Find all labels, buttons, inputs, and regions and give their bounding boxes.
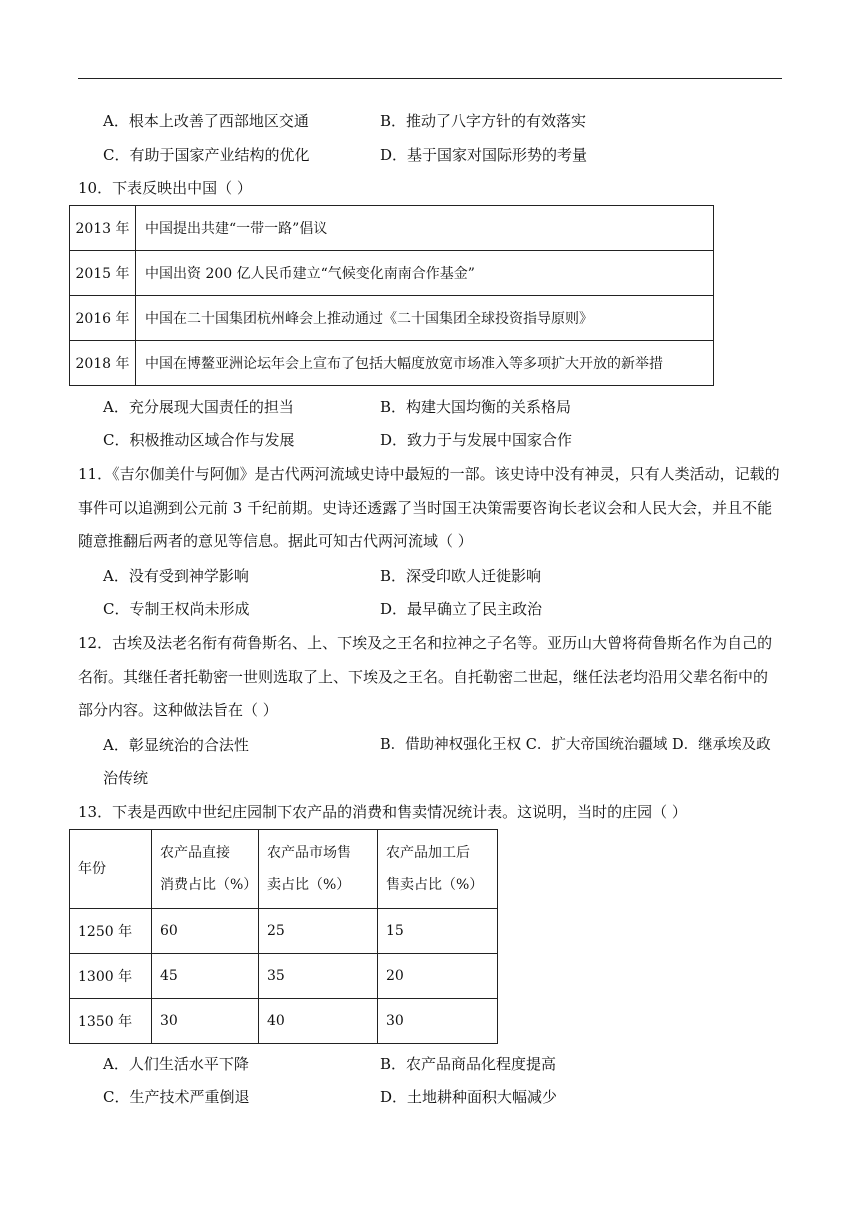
table-row (70, 954, 498, 999)
q13-option-a[interactable]: A．人们生活水平下降 (103, 1055, 249, 1073)
header-direct-consumption (152, 830, 259, 909)
table-cell-year: 2013 年 (70, 206, 136, 251)
q12-options-bcd[interactable]: B．借助神权强化王权 C．扩大帝国统治疆域 D．继承埃及政 (380, 737, 771, 753)
table-row (70, 296, 714, 341)
table-cell-year: 1350 年 (70, 999, 152, 1044)
q13-option-c[interactable]: C．生产技术严重倒退 (103, 1088, 250, 1106)
q11-stem-line-2: 事件可以追溯到公元前 3 千纪前期。史诗还透露了当时国王决策需要咨询长老议会和人民大会，并且不能 (78, 499, 773, 517)
q13-stem: 13．下表是西欧中世纪庄园制下农产品的消费和售卖情况统计表。这说明，当时的庄园（ ） (78, 803, 687, 821)
table-cell-processed: 30 (378, 999, 498, 1044)
q11-option-c[interactable]: C．专制王权尚未形成 (103, 600, 250, 618)
table-cell-market: 35 (259, 954, 378, 999)
table-cell-year: 2016 年 (70, 296, 136, 341)
header-rule (78, 78, 782, 79)
q11-option-a[interactable]: A．没有受到神学影响 (103, 567, 249, 585)
table-cell-processed: 20 (378, 954, 498, 999)
table-cell-event: 中国在博鳌亚洲论坛年会上宣布了包括大幅度放宽市场准入等多项扩大开放的新举措 (136, 341, 714, 386)
table-row (70, 909, 498, 954)
q12-option-a[interactable]: A．彰显统治的合法性 (103, 736, 249, 754)
table-cell-processed: 15 (378, 909, 498, 954)
q11-stem-line-3: 随意推翻后两者的意见等信息。据此可知古代两河流域（ ） (78, 532, 473, 550)
q13-option-d[interactable]: D．土地耕种面积大幅减少 (380, 1088, 558, 1106)
table-cell-year: 2015 年 (70, 251, 136, 296)
q10-option-c[interactable]: C．积极推动区域合作与发展 (103, 431, 295, 449)
q11-stem-line-1: 11．《吉尔伽美什与阿伽》是古代两河流域史诗中最短的一部。该史诗中没有神灵，只有人类活动，记载的 (78, 465, 780, 483)
q13-option-b[interactable]: B．农产品商品化程度提高 (380, 1055, 557, 1073)
q9-option-b[interactable]: B．推动了八字方针的有效落实 (380, 112, 587, 130)
q11-option-b[interactable]: B．深受印欧人迁徙影响 (380, 567, 542, 585)
q10-option-d[interactable]: D．致力于与发展中国家合作 (380, 431, 573, 449)
header-market-sale (259, 830, 378, 909)
table-row (70, 251, 714, 296)
header-processed-sale (378, 830, 498, 909)
table-row (70, 206, 714, 251)
header-year: 年份 (70, 830, 152, 909)
q10-stem: 10．下表反映出中国（ ） (78, 179, 252, 197)
q13-table (69, 829, 498, 1044)
q10-option-a[interactable]: A．充分展现大国责任的担当 (103, 398, 294, 416)
header-direct-line-1: 农产品直接 (160, 845, 230, 861)
header-processed-line-1: 农产品加工后 (386, 845, 470, 861)
table-cell-direct: 45 (152, 954, 259, 999)
q11-option-d[interactable]: D．最早确立了民主政治 (380, 600, 543, 618)
table-cell-event: 中国在二十国集团杭州峰会上推动通过《二十国集团全球投资指导原则》 (136, 296, 714, 341)
q10-option-b[interactable]: B．构建大国均衡的关系格局 (380, 398, 572, 416)
q9-option-d[interactable]: D．基于国家对国际形势的考量 (380, 146, 588, 164)
table-cell-year: 1300 年 (70, 954, 152, 999)
q9-option-a[interactable]: A．根本上改善了西部地区交通 (103, 112, 309, 130)
table-cell-event: 中国出资 200 亿人民币建立“气候变化南南合作基金” (136, 251, 714, 296)
table-cell-event: 中国提出共建“一带一路”倡议 (136, 206, 714, 251)
table-row (70, 341, 714, 386)
table-cell-direct: 30 (152, 999, 259, 1044)
header-processed-line-2: 售卖占比（%） (386, 877, 484, 893)
header-direct-line-2: 消费占比（%） (160, 877, 258, 893)
table-cell-year: 1250 年 (70, 909, 152, 954)
table-row (70, 999, 498, 1044)
header-market-line-2: 卖占比（%） (267, 877, 351, 893)
table-cell-market: 40 (259, 999, 378, 1044)
q10-table (69, 205, 714, 386)
q12-option-d-continued: 治传统 (103, 769, 149, 787)
table-cell-market: 25 (259, 909, 378, 954)
table-header-row (70, 830, 498, 909)
header-market-line-1: 农产品市场售 (267, 845, 351, 861)
table-cell-year: 2018 年 (70, 341, 136, 386)
q12-stem-line-2: 名衔。其继任者托勒密一世则选取了上、下埃及之王名。自托勒密二世起，继任法老均沿用父辈名衔中的 (78, 668, 769, 686)
q9-option-c[interactable]: C．有助于国家产业结构的优化 (103, 146, 310, 164)
table-cell-direct: 60 (152, 909, 259, 954)
q12-stem-line-3: 部分内容。这种做法旨在（ ） (78, 701, 278, 719)
q12-stem-line-1: 12．古埃及法老名衔有荷鲁斯名、上、下埃及之王名和拉神之子名等。亚历山大曾将荷鲁斯名作为自己的 (78, 634, 773, 652)
